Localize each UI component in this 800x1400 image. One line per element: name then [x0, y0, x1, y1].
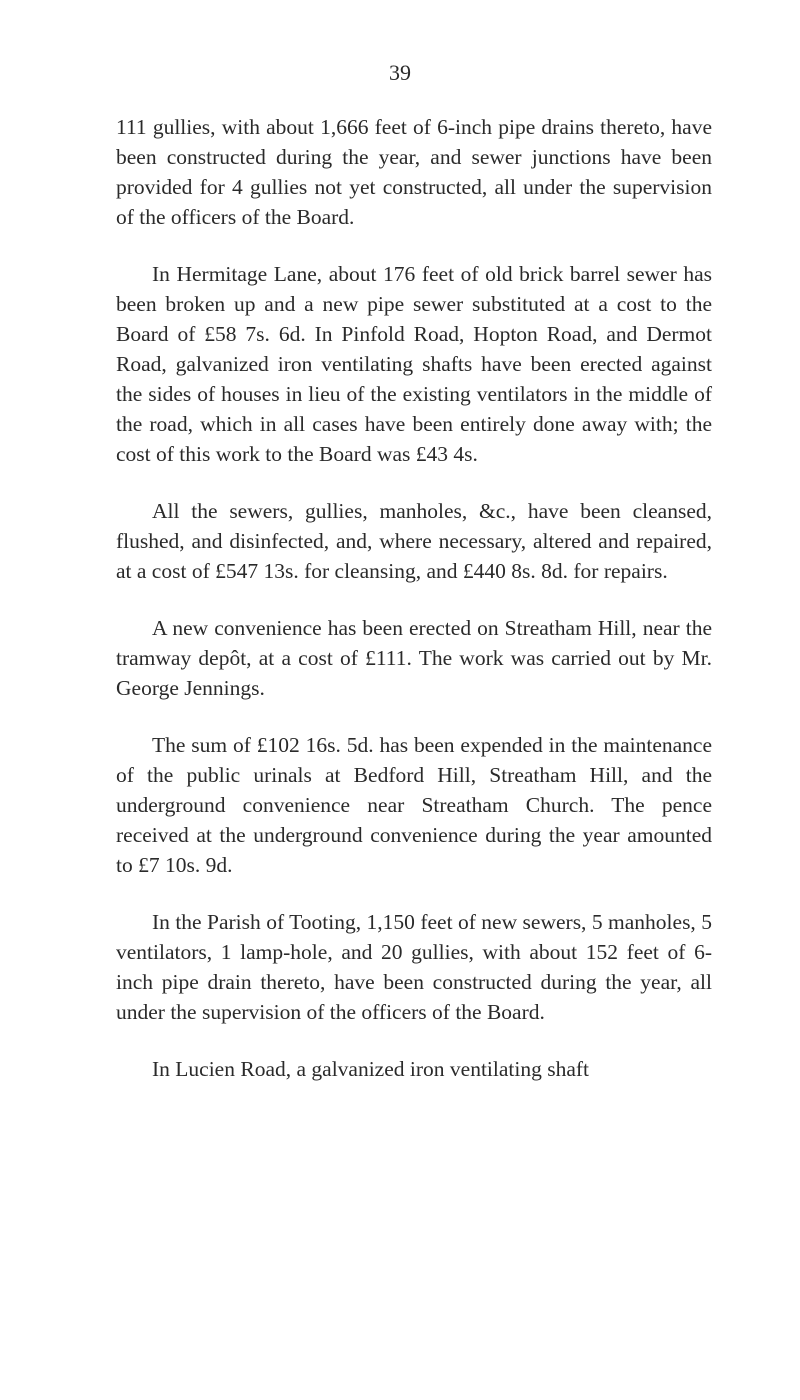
- paragraph-6: In the Parish of Tooting, 1,150 feet of new sewers, 5 manholes, 5 ventilators, 1 lamp-hole, and 20 gullies, with about 152 feet of 6-inch pipe drain thereto, have been constructed during the year, all under the supervision of the officers of the Board.: [116, 910, 712, 1024]
- paragraph-3: All the sewers, gullies, manholes, &c., have been cleansed, flushed, and disinfected, and, where necessary, altered and repaired, at a cost of £547 13s. for cleansing, and £440 8s. 8d. for repairs.: [116, 499, 712, 583]
- paragraph-1: 111 gullies, with about 1,666 feet of 6-inch pipe drains thereto, have been constructed during the year, and sewer junctions have been provided for 4 gullies not yet constructed, all under the supervision of the officers of the Board.: [116, 115, 712, 229]
- paragraph-5: The sum of £102 16s. 5d. has been expended in the maintenance of the public urinals at Bedford Hill, Streatham Hill, and the underground convenience near Streatham Church. The pence received at the underground convenience during the year amounted to £7 10s. 9d.: [116, 733, 712, 877]
- paragraph-7: In Lucien Road, a galvanized iron ventilating shaft: [152, 1057, 590, 1081]
- paragraph-4: A new convenience has been erected on Streatham Hill, near the tramway depôt, at a cost of £111. The work was carried out by Mr. George Jennings.: [116, 616, 712, 700]
- paragraph-2: In Hermitage Lane, about 176 feet of old brick barrel sewer has been broken up and a new pipe sewer substituted at a cost to the Board of £58 7s. 6d. In Pinfold Road, Hopton Road, and Dermot Road, galvanized iron ventilating shafts have been erected against the sides of houses in lieu of the existing ventilators in the middle of the road, which in all cases have been entirely done away with; the cost of this work to the Board was £43 4s.: [116, 262, 712, 466]
- page-number: 39: [389, 60, 411, 85]
- body-text: [116, 112, 712, 1111]
